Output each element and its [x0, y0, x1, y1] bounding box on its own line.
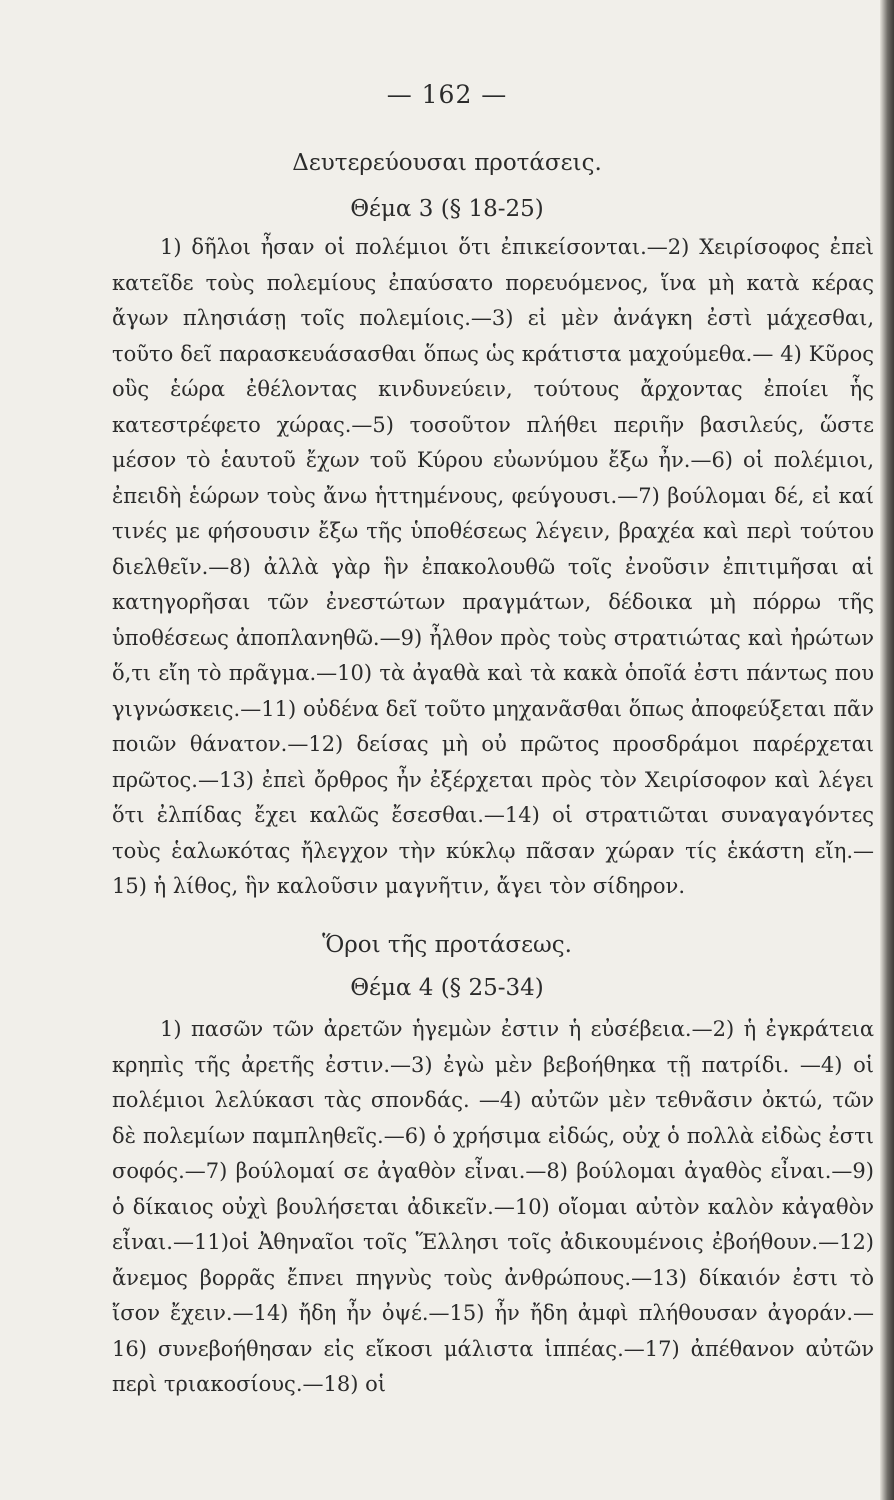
section-heading-1: Δευτερεύουσαι προτάσεις.	[292, 150, 602, 176]
exercise-paragraph-2	[112, 1012, 874, 1403]
exercise-text-1: 1) δῆλοι ἦσαν οἱ πολέμιοι ὅτι ἐπικείσονται.—2) Χειρίσοφος ἐπεὶ κατεῖδε τοὺς πολεμίους ἐπαύσατο πορευόμενος, ἵνα μὴ κατὰ κέρας ἄγων πλησιάσῃ τοῖς πολεμίοις.—3) εἰ μὲν ἀνάγκη ἐστὶ μάχεσθαι, τοῦτο δεῖ παρασκευάσασθαι ὅπως ὡς κράτιστα μαχούμεθα.— 4) Κῦρος οὓς ἑώρα ἐθέλοντας κινδυνεύειν, τούτους ἄρχοντας ἐποίει ἧς κατεστρέφετο χώρας.—5) τοσοῦτον πλήθει περιῆν βασιλεύς, ὥστε μέσον τὸ ἑαυτοῦ ἔχων τοῦ Κύρου εὐωνύμου ἔξω ἦν.—6) οἱ πολέμιοι, ἐπειδὴ ἑώρων τοὺς ἄνω ἡττημένους, φεύγουσι.—7) βούλομαι δέ, εἰ καί τινές με φήσουσιν ἔξω τῆς ὑποθέσεως λέγειν, βραχέα καὶ περὶ τούτου διελθεῖν.—8) ἀλλὰ γὰρ ἣν ἐπακολουθῶ τοῖς ἐνοῦσιν ἐπιτιμῆσαι αἱ κατηγορῆσαι τῶν ἐνεστώτων πραγμάτων, δέδοικα μὴ πόρρω τῆς ὑποθέσεως ἀποπλανηθῶ.—9) ἦλθον πρὸς τοὺς στρατιώτας καὶ ἠρώτων ὅ,τι εἴη τὸ πρᾶγμα.—10) τὰ ἀγαθὰ καὶ τὰ κακὰ ὁποῖά ἐστι πάντως που γιγνώσκεις.—11) οὐδένα δεῖ τοῦτο μηχανᾶσθαι ὅπως ἀποφεύξεται πᾶν ποιῶν θάνατον.—12) δείσας μὴ οὐ πρῶτος προσδράμοι παρέρχεται πρῶτος.—13) ἐπεὶ ὄρθρος ἦν ἐξέρχεται πρὸς τὸν Χειρίσοφον καὶ λέγει ὅτι ἐλπίδας ἔχει καλῶς ἔσεσθαι.—14) οἱ στρατιῶται συναγαγόντες τοὺς ἑαλωκότας ἤλεγχον τὴν κύκλῳ πᾶσαν χώραν τίς ἑκάστη εἴη.—15) ἡ λίθος, ἣν καλοῦσιν μαγνῆτιν, ἄγει τὸν σίδηρον.	[112, 235, 874, 898]
page-edge-shadow	[880, 0, 894, 1500]
exercise-text-2: 1) πασῶν τῶν ἀρετῶν ἡγεμὼν ἐστιν ἡ εὐσέβεια.—2) ἡ ἐγκράτεια κρηπὶς τῆς ἀρετῆς ἐστιν.—3) ἐγὼ μὲν βεβοήθηκα τῇ πατρίδι. —4) οἱ πολέμιοι λελύκασι τὰς σπονδάς. —4) αὐτῶν μὲν τεθνᾶσιν ὀκτώ, τῶν δὲ πολεμίων παμπληθεῖς.—6) ὁ χρήσιμα εἰδώς, οὐχ ὁ πολλὰ εἰδὼς ἐστι σοφός.—7) βούλομαί σε ἀγαθὸν εἶναι.—8) βούλομαι ἀγαθὸς εἶναι.—9) ὁ δίκαιος οὐχὶ βουλήσεται ἀδικεῖν.—10) οἴομαι αὐτὸν καλὸν κἀγαθὸν εἶναι.—11)οἱ Ἀθηναῖοι τοῖς Ἕλλησι τοῖς ἀδικουμένοις ἐβοήθουν.—12) ἄνεμος βορρᾶς ἔπνει πηγνὺς τοὺς ἀνθρώπους.—13) δίκαιόν ἐστι τὸ ἴσον ἔχειν.—14) ἤδη ἦν ὀψέ.—15) ἦν ἤδη ἀμφὶ πλήθουσαν ἀγοράν.—16) συνεβοήθησαν εἰς εἴκοσι μάλιστα ἱππέας.—17) ἀπέθανον αὐτῶν περὶ τριακοσίους.—18) οἱ	[112, 1017, 874, 1396]
theme-title-1: Θέμα 3 (§ 18-25)	[350, 196, 544, 222]
page-number: — 162 —	[386, 80, 508, 109]
exercise-paragraph-1	[112, 230, 874, 905]
section-heading-2: Ὅροι τῆς προτάσεως.	[322, 932, 572, 958]
theme-title-2: Θέμα 4 (§ 25-34)	[350, 975, 544, 1001]
